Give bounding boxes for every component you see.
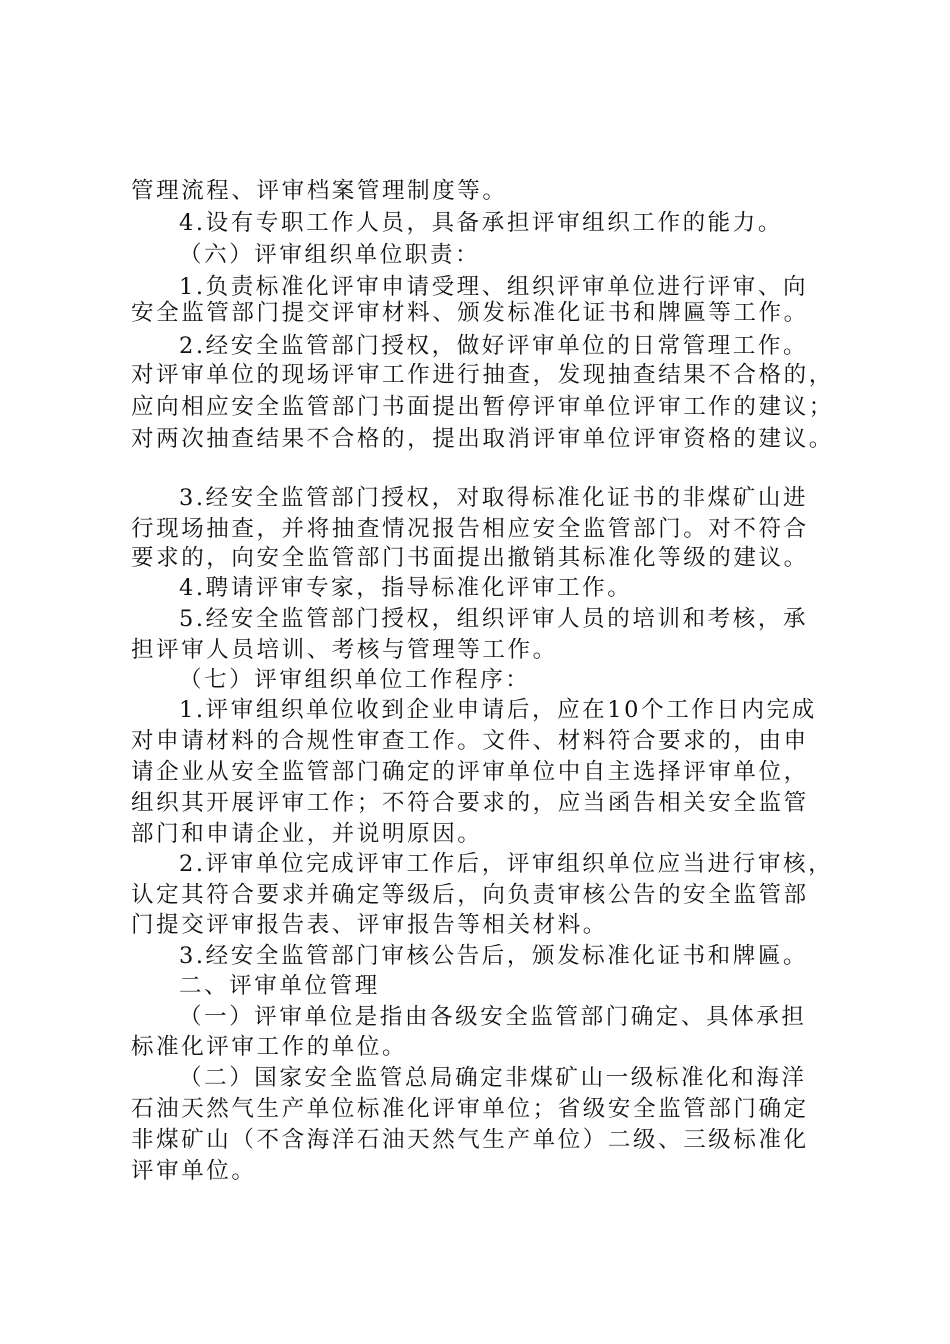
- text-line: 2.评审单位完成评审工作后，评审组织单位应当进行审核，: [179, 851, 834, 877]
- text-line: 5.经安全监管部门授权，组织评审人员的培训和考核，承: [179, 606, 809, 632]
- text-line: 1.负责标准化评审申请受理、组织评审单位进行评审、向: [179, 274, 809, 300]
- text-line: 行现场抽查，并将抽查情况报告相应安全监管部门。对不符合: [131, 516, 809, 542]
- text-line: 请企业从安全监管部门确定的评审单位中自主选择评审单位，: [131, 759, 809, 785]
- text-line: 4.设有专职工作人员，具备承担评审组织工作的能力。: [179, 210, 783, 236]
- text-line: 部门和申请企业，并说明原因。: [131, 821, 483, 847]
- text-line: 组织其开展评审工作；不符合要求的，应当函告相关安全监管: [131, 790, 809, 816]
- text-line: 2.经安全监管部门授权，做好评审单位的日常管理工作。: [179, 333, 809, 359]
- text-line: （一）评审单位是指由各级安全监管部门确定、具体承担: [179, 1004, 807, 1030]
- text-line: 3.经安全监管部门审核公告后，颁发标准化证书和牌匾。: [179, 943, 809, 969]
- text-line: 认定其符合要求并确定等级后，向负责审核公告的安全监管部: [131, 882, 809, 908]
- text-line: 担评审人员培训、考核与管理等工作。: [131, 637, 558, 663]
- text-line: 应向相应安全监管部门书面提出暂停评审单位评审工作的建议；: [131, 394, 834, 420]
- text-line: 管理流程、评审档案管理制度等。: [131, 178, 508, 204]
- section-heading: （七）评审组织单位工作程序：: [179, 667, 531, 693]
- text-line: 对申请材料的合规性审查工作。文件、材料符合要求的，由申: [131, 728, 809, 754]
- text-line: 3.经安全监管部门授权，对取得标准化证书的非煤矿山进: [179, 485, 809, 511]
- text-line: 要求的，向安全监管部门书面提出撤销其标准化等级的建议。: [131, 545, 809, 571]
- text-line: 对评审单位的现场评审工作进行抽查，发现抽查结果不合格的，: [131, 362, 834, 388]
- text-line: 安全监管部门提交评审材料、颁发标准化证书和牌匾等工作。: [131, 300, 809, 326]
- section-heading: （六）评审组织单位职责：: [179, 242, 481, 268]
- text-line: 4.聘请评审专家，指导标准化评审工作。: [179, 575, 633, 601]
- text-line: 对两次抽查结果不合格的，提出取消评审单位评审资格的建议。: [131, 426, 834, 452]
- section-heading: 二、评审单位管理: [179, 973, 380, 999]
- text-line: 标准化评审工作的单位。: [131, 1034, 408, 1060]
- text-line: 石油天然气生产单位标准化评审单位；省级安全监管部门确定: [131, 1096, 809, 1122]
- text-line: 门提交评审报告表、评审报告等相关材料。: [131, 912, 608, 938]
- text-line: （二）国家安全监管总局确定非煤矿山一级标准化和海洋: [179, 1065, 807, 1091]
- text-line: 评审单位。: [131, 1158, 257, 1184]
- text-line: 非煤矿山（不含海洋石油天然气生产单位）二级、三级标准化: [131, 1127, 809, 1153]
- text-line: 1.评审组织单位收到企业申请后，应在10个工作日内完成: [179, 697, 817, 723]
